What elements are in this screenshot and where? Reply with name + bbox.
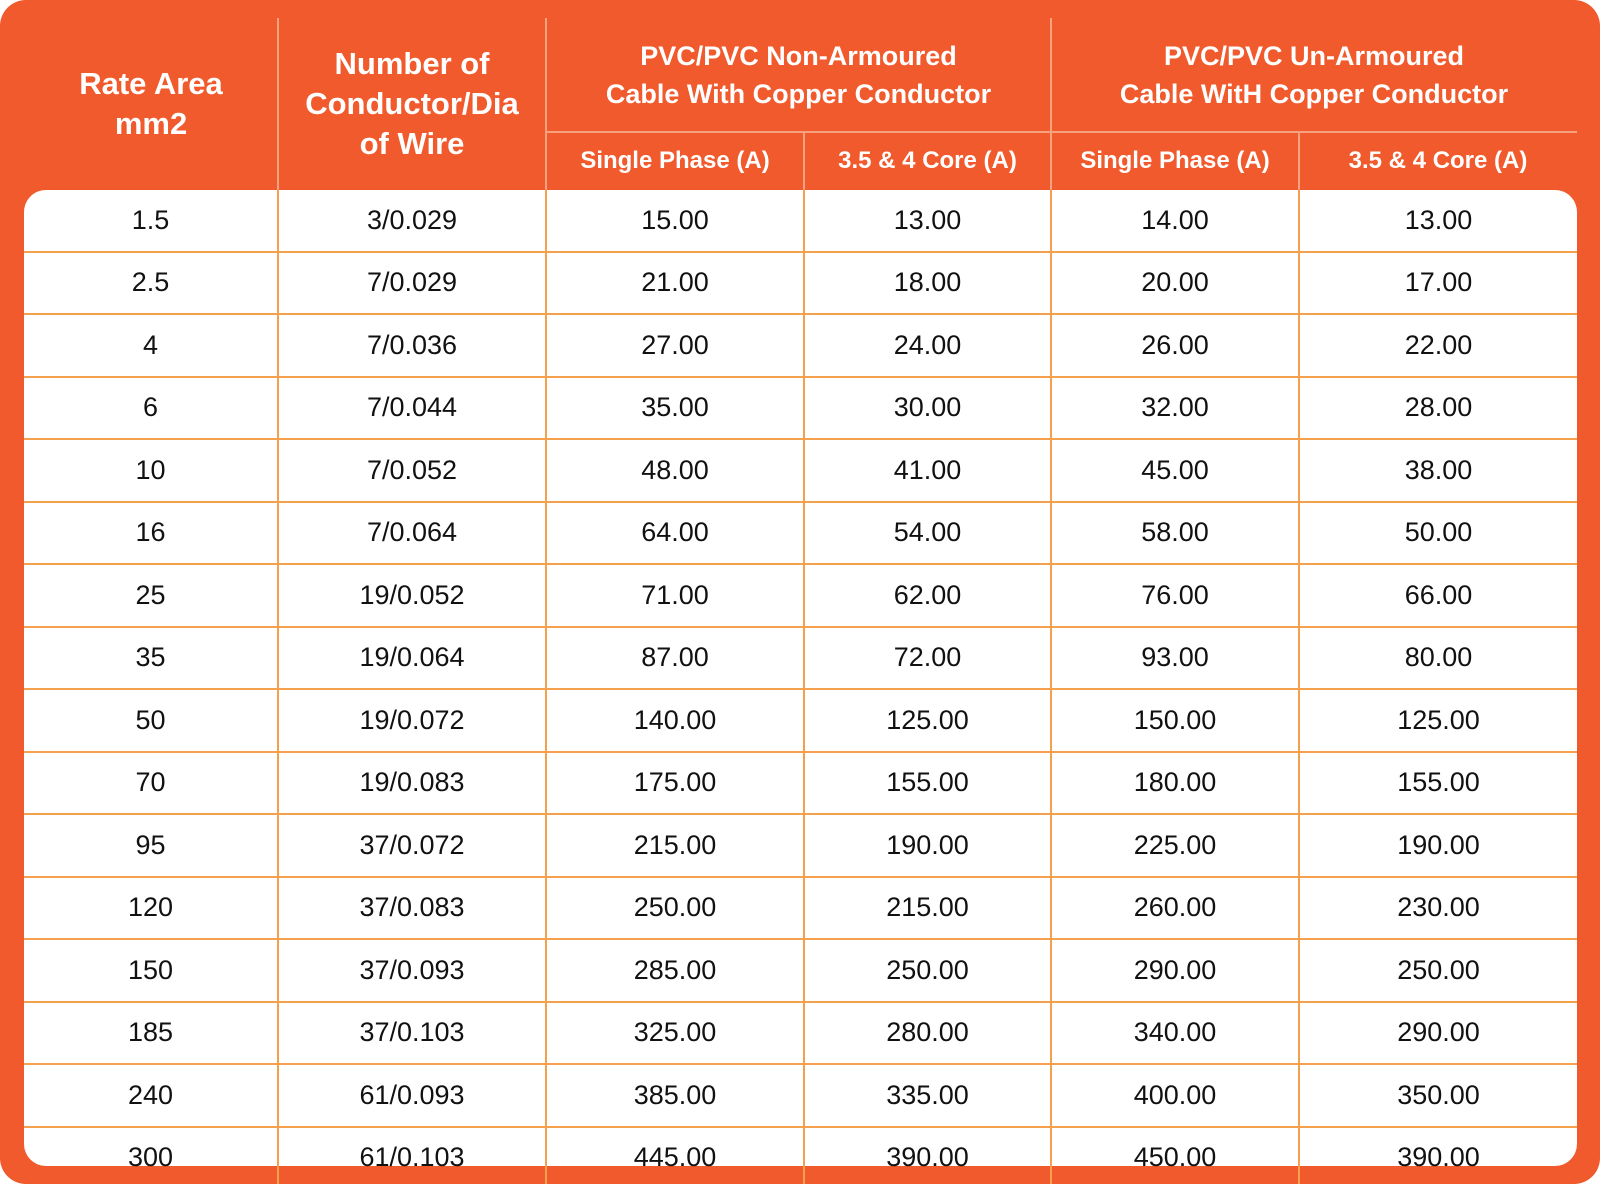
cell-un-armoured-core: 80.00: [1299, 627, 1577, 690]
cell-un-armoured-core: 38.00: [1299, 439, 1577, 502]
cable-rating-table: [24, 190, 1577, 1184]
cell-conductor: 7/0.029: [278, 252, 546, 315]
cell-non-armoured-single-phase: 385.00: [546, 1064, 804, 1127]
cell-rate-area: 2.5: [24, 252, 278, 315]
cell-conductor: 19/0.052: [278, 564, 546, 627]
cell-non-armoured-core: 280.00: [804, 1002, 1051, 1065]
table-row: [24, 752, 1577, 815]
cell-non-armoured-single-phase: 27.00: [546, 314, 804, 377]
header-group-un-armoured: PVC/PVC Un-Armoured Cable WitH Copper Conductor: [1119, 40, 1509, 109]
cell-un-armoured-single-phase: 20.00: [1051, 252, 1299, 315]
cell-rate-area: 300: [24, 1127, 278, 1184]
cell-un-armoured-core: 125.00: [1299, 689, 1577, 752]
cell-un-armoured-core: 350.00: [1299, 1064, 1577, 1127]
header-un-armoured-single-phase: Single Phase (A): [1080, 146, 1270, 174]
cell-non-armoured-core: 250.00: [804, 939, 1051, 1002]
cell-rate-area: 16: [24, 502, 278, 565]
cell-un-armoured-single-phase: 14.00: [1051, 190, 1299, 252]
cell-non-armoured-single-phase: 71.00: [546, 564, 804, 627]
cell-non-armoured-core: 18.00: [804, 252, 1051, 315]
header-un-armoured-core: 3.5 & 4 Core (A): [1348, 146, 1528, 174]
cell-conductor: 19/0.072: [278, 689, 546, 752]
cell-non-armoured-core: 41.00: [804, 439, 1051, 502]
table-row: [24, 314, 1577, 377]
cell-un-armoured-core: 66.00: [1299, 564, 1577, 627]
table-row: [24, 877, 1577, 940]
cell-rate-area: 95: [24, 814, 278, 877]
cell-un-armoured-core: 290.00: [1299, 1002, 1577, 1065]
cell-rate-area: 50: [24, 689, 278, 752]
cell-rate-area: 6: [24, 377, 278, 440]
cell-non-armoured-core: 390.00: [804, 1127, 1051, 1184]
cell-non-armoured-core: 62.00: [804, 564, 1051, 627]
cell-un-armoured-single-phase: 260.00: [1051, 877, 1299, 940]
cell-conductor: 37/0.083: [278, 877, 546, 940]
cell-un-armoured-core: 155.00: [1299, 752, 1577, 815]
cell-un-armoured-single-phase: 32.00: [1051, 377, 1299, 440]
cell-rate-area: 185: [24, 1002, 278, 1065]
cell-un-armoured-single-phase: 180.00: [1051, 752, 1299, 815]
table-row: [24, 627, 1577, 690]
table-row: [24, 939, 1577, 1002]
cell-conductor: 61/0.093: [278, 1064, 546, 1127]
cell-un-armoured-core: 22.00: [1299, 314, 1577, 377]
table-row: [24, 1002, 1577, 1065]
header-group-non-armoured: PVC/PVC Non-Armoured Cable With Copper Conductor: [605, 40, 992, 109]
cell-conductor: 61/0.103: [278, 1127, 546, 1184]
cell-un-armoured-single-phase: 58.00: [1051, 502, 1299, 565]
cell-rate-area: 1.5: [24, 190, 278, 252]
cell-non-armoured-single-phase: 87.00: [546, 627, 804, 690]
cell-non-armoured-single-phase: 445.00: [546, 1127, 804, 1184]
cell-rate-area: 25: [24, 564, 278, 627]
cell-un-armoured-core: 230.00: [1299, 877, 1577, 940]
cell-un-armoured-core: 17.00: [1299, 252, 1577, 315]
cell-un-armoured-core: 50.00: [1299, 502, 1577, 565]
cell-non-armoured-core: 155.00: [804, 752, 1051, 815]
cell-rate-area: 4: [24, 314, 278, 377]
cell-un-armoured-core: 390.00: [1397, 1142, 1480, 1173]
header-non-armoured-core: 3.5 & 4 Core (A): [838, 146, 1017, 174]
cell-conductor: 19/0.064: [278, 627, 546, 690]
cell-rate-area: 10: [24, 439, 278, 502]
cell-non-armoured-core: 125.00: [804, 689, 1051, 752]
cell-non-armoured-core: 54.00: [804, 502, 1051, 565]
table-row: [24, 502, 1577, 565]
cell-conductor: 7/0.064: [278, 502, 546, 565]
table-row: [24, 1064, 1577, 1127]
table-row: [24, 689, 1577, 752]
cell-non-armoured-single-phase: 140.00: [546, 689, 804, 752]
table-row: [24, 439, 1577, 502]
cell-un-armoured-single-phase: 225.00: [1051, 814, 1299, 877]
cell-un-armoured-single-phase: 400.00: [1051, 1064, 1299, 1127]
table-row: [24, 564, 1577, 627]
cell-non-armoured-core: 72.00: [804, 627, 1051, 690]
cell-un-armoured-single-phase: 76.00: [1051, 564, 1299, 627]
cell-non-armoured-single-phase: 64.00: [546, 502, 804, 565]
cell-un-armoured-single-phase: 26.00: [1051, 314, 1299, 377]
table-row: [24, 190, 1577, 252]
cell-rate-area: 240: [24, 1064, 278, 1127]
cell-un-armoured-single-phase: 150.00: [1051, 689, 1299, 752]
cell-non-armoured-core: 30.00: [804, 377, 1051, 440]
cell-non-armoured-core: 13.00: [804, 190, 1051, 252]
table-row: [24, 252, 1577, 315]
table-row: [24, 1127, 1577, 1184]
cell-non-armoured-single-phase: 250.00: [546, 877, 804, 940]
cell-conductor: 37/0.093: [278, 939, 546, 1002]
cell-conductor: 19/0.083: [278, 752, 546, 815]
cell-un-armoured-core: 28.00: [1299, 377, 1577, 440]
cell-non-armoured-single-phase: 15.00: [546, 190, 804, 252]
cell-non-armoured-single-phase: 215.00: [546, 814, 804, 877]
cell-conductor: 37/0.072: [278, 814, 546, 877]
cell-un-armoured-single-phase: 290.00: [1051, 939, 1299, 1002]
cell-non-armoured-single-phase: 285.00: [546, 939, 804, 1002]
cell-un-armoured-single-phase: 45.00: [1051, 439, 1299, 502]
cell-un-armoured-single-phase: 93.00: [1051, 627, 1299, 690]
cell-non-armoured-single-phase: 175.00: [546, 752, 804, 815]
cell-non-armoured-core: 190.00: [804, 814, 1051, 877]
cell-un-armoured-single-phase: 340.00: [1051, 1002, 1299, 1065]
cell-un-armoured-core: 190.00: [1299, 814, 1577, 877]
cell-conductor: 7/0.044: [278, 377, 546, 440]
cell-conductor: 7/0.052: [278, 439, 546, 502]
cell-rate-area: 150: [24, 939, 278, 1002]
cell-non-armoured-core: 24.00: [804, 314, 1051, 377]
cell-non-armoured-core: 215.00: [804, 877, 1051, 940]
table-row: [24, 377, 1577, 440]
header-conductor: Number of Conductor/Dia of Wire: [305, 46, 519, 161]
cell-non-armoured-single-phase: 21.00: [546, 252, 804, 315]
header-rate-area: Rate Area mm2: [79, 66, 223, 141]
cell-non-armoured-single-phase: 48.00: [546, 439, 804, 502]
cell-non-armoured-single-phase: 35.00: [546, 377, 804, 440]
cell-conductor: 3/0.029: [278, 190, 546, 252]
cell-un-armoured-single-phase: 450.00: [1051, 1127, 1299, 1184]
cell-un-armoured-core: 250.00: [1299, 939, 1577, 1002]
cell-non-armoured-core: 335.00: [804, 1064, 1051, 1127]
cell-conductor: 7/0.036: [278, 314, 546, 377]
cell-rate-area: 35: [24, 627, 278, 690]
cell-non-armoured-single-phase: 325.00: [546, 1002, 804, 1065]
cell-un-armoured-core: 13.00: [1299, 190, 1577, 252]
header-non-armoured-single-phase: Single Phase (A): [580, 146, 770, 174]
cell-rate-area: 120: [24, 877, 278, 940]
cell-conductor: 37/0.103: [278, 1002, 546, 1065]
cell-rate-area: 70: [24, 752, 278, 815]
table-row: [24, 814, 1577, 877]
